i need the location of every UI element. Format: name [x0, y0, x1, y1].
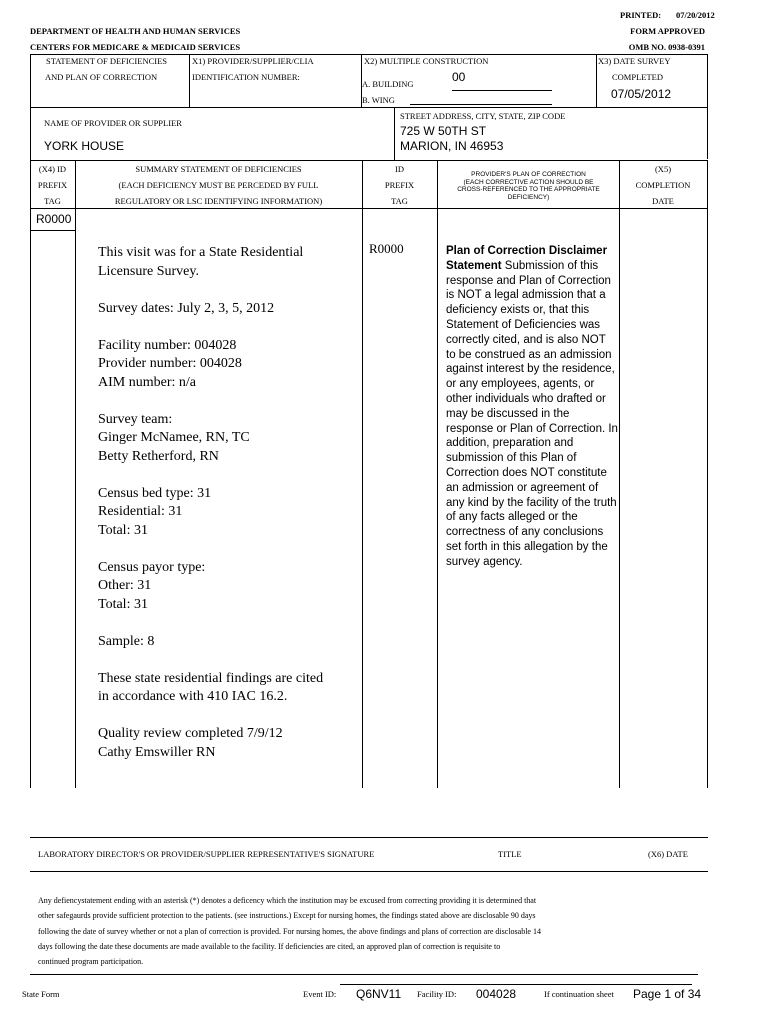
rule: [707, 160, 708, 788]
survey-completed-date: 07/05/2012: [611, 87, 672, 101]
summary-line: Census bed type: 31: [98, 485, 212, 501]
x5-header: (X5): [654, 164, 672, 174]
summary-line: These state residential findings are cited: [98, 670, 324, 686]
rule: [30, 54, 708, 55]
poc-header: PROVIDER'S PLAN OF CORRECTION (EACH CORRECTIVE ACTION SHOULD BE CROSS-REFERENCED TO THE APPROPRIATE DEFICIENCY): [457, 171, 600, 201]
footnote-line: following the date of survey whether or not a plan of correction is provided. For nursing homes, the above findings and plans of correction are disclosable 14: [38, 926, 541, 936]
page-number: Page 1 of 34: [633, 987, 702, 1001]
summary-subheader: REGULATORY OR LSC IDENTIFYING INFORMATION): [114, 196, 323, 206]
summary-line: Ginger McNamee, RN, TC: [98, 430, 250, 445]
rule: [30, 974, 698, 975]
printed-label: PRINTED:: [620, 10, 662, 20]
summary-line: Census payor type:: [98, 559, 206, 575]
state-form-label: State Form: [22, 989, 60, 999]
rule: [75, 160, 76, 788]
rule: [619, 160, 620, 788]
summary-line: Survey team:: [98, 411, 173, 427]
rule: [362, 160, 363, 788]
footnote-line: other safegaurds provide sufficient protection to the patients. (see instructions.) Except for nursing homes, the findings stated above are disclosable 90 days: [38, 911, 536, 921]
poc-disclaimer-body: Submission of this response and Plan of Correction is NOT a legal admission that a deficiency exists or, that this Statement of Deficiencies was correctly cited, and is also NOT to be construed as an admission against interest by the residence, or any employees, agents, or other individuals who drafted or may be discussed in the response or Plan of Correction. In addition, preparation and submission of this Plan of Correction does NOT constitute an admission or agreement of any kind by the facility of the truth of any facts alleged or the correctness of any conclusions set forth in this allegation by the survey agency.: [446, 259, 618, 568]
disclosure-footnote: [38, 893, 698, 969]
event-id-label: Event ID:: [303, 989, 337, 999]
summary-line: Other: 31: [98, 578, 152, 593]
deficiency-tag-right: R0000: [369, 241, 404, 256]
completion-header: COMPLETION: [635, 180, 691, 190]
id-header: ID: [395, 164, 404, 174]
statement-label: STATEMENT OF DEFICIENCIES: [46, 56, 168, 66]
summary-line: Licensure Survey.: [98, 263, 199, 279]
summary-line: Total: 31: [98, 596, 148, 612]
completed-label: COMPLETED: [612, 72, 663, 82]
summary-line: [98, 651, 360, 670]
rule: [30, 160, 708, 161]
summary-line: [98, 466, 360, 485]
rule: [30, 230, 75, 231]
rule: [30, 54, 31, 107]
x4-id-header: (X4) ID: [38, 164, 67, 174]
city-state-zip: MARION, IN 46953: [400, 139, 504, 153]
rule: [30, 871, 708, 872]
wing-label: B. WING: [362, 95, 395, 105]
id-prefix-header: PREFIX: [384, 180, 415, 190]
event-id-value: Q6NV11: [356, 987, 402, 1001]
summary-line: Cathy Emswiller RN: [98, 744, 216, 760]
summary-line: Facility number: 004028: [98, 337, 237, 353]
summary-line: AIM number: n/a: [98, 374, 196, 390]
building-value: 00: [452, 70, 466, 84]
title-label: TITLE: [498, 849, 522, 859]
summary-subheader: (EACH DEFICIENCY MUST BE PERCEDED BY FULL: [118, 180, 319, 190]
wing-underline: [410, 104, 552, 105]
x6-date-label: (X6) DATE: [648, 849, 688, 859]
facility-id-label: Facility ID:: [417, 989, 457, 999]
summary-header: SUMMARY STATEMENT OF DEFICIENCIES: [135, 164, 302, 174]
x4-tag-header: TAG: [44, 196, 61, 206]
x3-date-survey-label: X3) DATE SURVEY: [598, 56, 671, 66]
rule: [30, 208, 708, 209]
footnote-line: Any defiencystatement ending with an asterisk (*) denotes a deficency which the institution may be excused from correcting providing it is determined that: [38, 896, 537, 905]
poc-disclaimer-title: Plan of Correction Disclaimer Statement: [446, 245, 608, 272]
summary-line: [98, 614, 360, 633]
summary-line: Sample: 8: [98, 633, 155, 649]
rule: [189, 54, 190, 107]
deficiency-tag-left: R0000: [36, 212, 72, 226]
centers-name: CENTERS FOR MEDICARE & MEDICAID SERVICES: [30, 42, 241, 52]
continuation-label: If continuation sheet: [544, 989, 614, 999]
identification-number-label: IDENTIFICATION NUMBER:: [192, 72, 300, 82]
building-underline: [452, 90, 552, 91]
director-signature-label: LABORATORY DIRECTOR'S OR PROVIDER/SUPPLIER REPRESENTATIVE'S SIGNATURE: [38, 849, 375, 859]
summary-line: [98, 318, 360, 337]
summary-line: in accordance with 410 IAC 16.2.: [98, 689, 288, 704]
footnote-line: days following the date these documents are made available to the facility. If deficiencies are cited, an approved plan of correction is requisite to: [38, 941, 501, 951]
provider-name-label: NAME OF PROVIDER OR SUPPLIER: [44, 118, 182, 128]
summary-line: Survey dates: July 2, 3, 5, 2012: [98, 300, 275, 316]
building-label: A. BUILDING: [362, 79, 414, 89]
rule: [30, 837, 708, 838]
summary-line: Provider number: 004028: [98, 356, 242, 371]
rule: [30, 107, 708, 108]
summary-line: [98, 707, 360, 726]
facility-id-value: 004028: [476, 987, 517, 1001]
rule: [30, 107, 31, 160]
date-header: DATE: [652, 196, 674, 206]
rule: [437, 160, 438, 788]
rule: [340, 984, 692, 985]
summary-line: [98, 392, 360, 411]
address-label: STREET ADDRESS, CITY, STATE, ZIP CODE: [400, 111, 566, 121]
x2-multiple-construction-label: X2) MULTIPLE CONSTRUCTION: [364, 56, 489, 66]
rule: [596, 54, 597, 107]
summary-line: Betty Retherford, RN: [98, 448, 219, 464]
department-name: DEPARTMENT OF HEALTH AND HUMAN SERVICES: [30, 26, 241, 36]
rule: [30, 160, 31, 788]
footnote-line: continued program participation.: [38, 957, 144, 967]
printed-date: 07/20/2012: [676, 10, 715, 20]
x1-provider-label: X1) PROVIDER/SUPPLIER/CLIA: [192, 56, 314, 66]
id-tag-header: TAG: [391, 196, 408, 206]
summary-line: [98, 540, 360, 559]
form-approved: FORM APPROVED: [630, 26, 705, 36]
plan-of-correction-label: AND PLAN OF CORRECTION: [45, 72, 158, 82]
summary-line: [98, 281, 360, 300]
summary-line: Total: 31: [98, 522, 148, 538]
provider-name-value: YORK HOUSE: [44, 139, 125, 153]
plan-of-correction-text: [446, 244, 618, 570]
rule: [394, 107, 395, 160]
summary-line: Residential: 31: [98, 504, 183, 519]
summary-line: This visit was for a State Residential: [98, 245, 304, 260]
summary-statement: [98, 244, 360, 762]
x4-prefix-header: PREFIX: [37, 180, 68, 190]
street-address: 725 W 50TH ST: [400, 124, 487, 138]
summary-line: Quality review completed 7/9/12: [98, 726, 283, 741]
omb-number: OMB NO. 0938-0391: [628, 42, 705, 52]
